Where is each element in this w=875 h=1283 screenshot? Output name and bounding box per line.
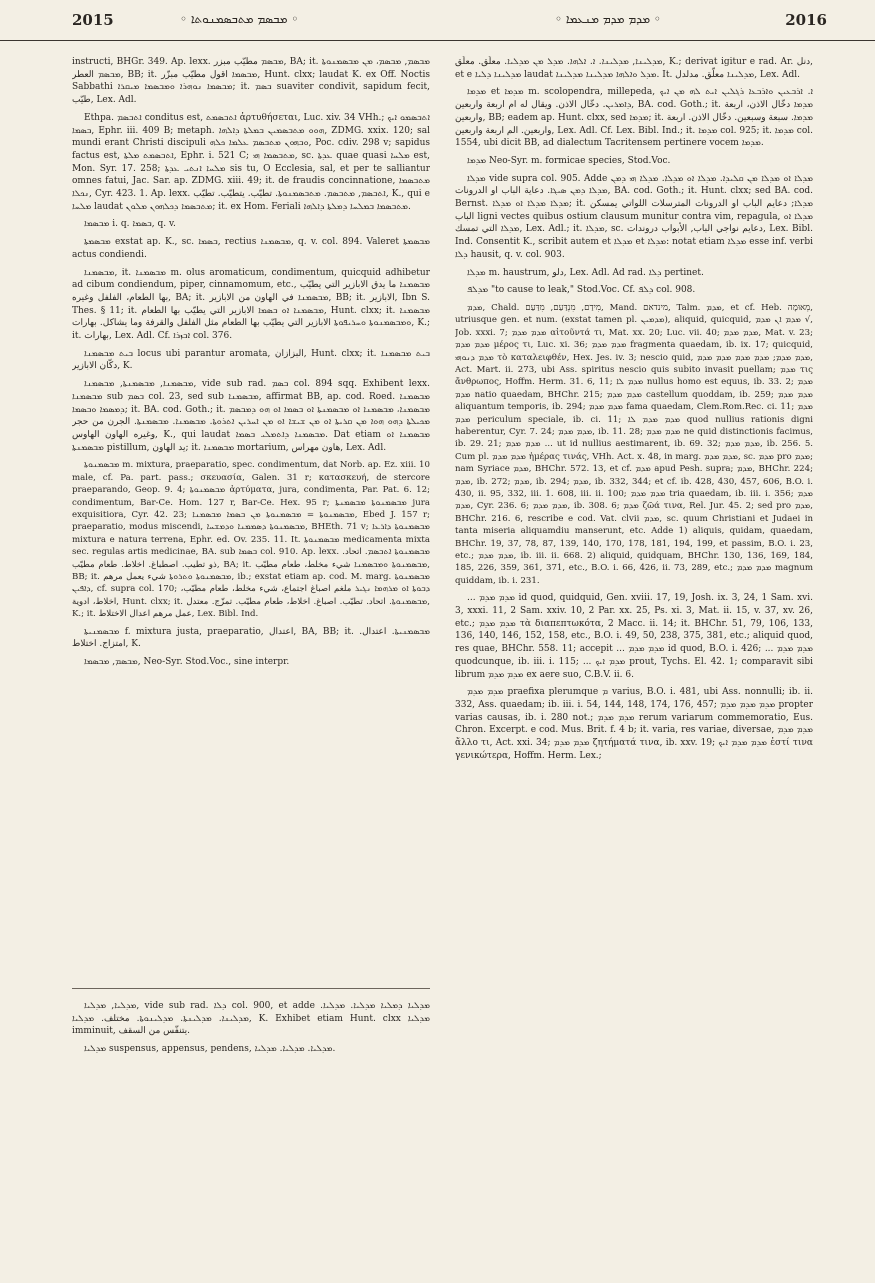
entry: ܡܒܣܡܐ i. q. ܒܣܡܐ, q. v. (84, 219, 176, 230)
section-divider (72, 988, 430, 989)
entry: ܡܒܣܡܬܐ exstat ap. K., sc. ܒܣܡܐ, rectius ܡܒܣܡܢܐ, q. v. col. 894. Valeret ܡܒܣܡܬܐ actus condiendi. (72, 237, 430, 260)
entry: ܒܝܬ ܡܒܣܡܢܐ locus ubi parantur aromata, البزازان, Hunt. clxx; it. ܒܝܬ ܡܒܣܡܢܐ دكّان الابازير, K. (72, 348, 430, 372)
entry: ܡܕܠܐ vide supra col. 905. Adde ܡܕܠܐ ܐܘ ܡܕܠܐ ܡܢ ܩܠܝܕܐ. ܡܕܠܐ ܐܘ ܡܕܠܐ. ܡܕܠܐ ܗܝ ܕܡܢ ܡܕܠܐ ܕܡܢ ܣܝܓܐ. دعاية الباب او الدرونات, BA. cod. Goth.; it. Hunt. clxx; sed BA. cod. Bernst. ܡܕܠܐ ܡܕܠܐ ܐܘ ܡܕܠܐ; it. ܡܕܠܐ; دعايم الباب او الدرونات المترسلات اللواتي يمسكن الباب ligni vectes quibus ostium clausum munitur contra vim, repagula, ܡܕܠܐ ܐܘ ܡܕܠܐ التي تمسك, Lex. Adl.; it. ܡܕܠܐ, sc. دعايم نواجي الباب, الأبواب دروندات, Lex. Bibl. Ind. Consentit K., scribit autem et ܡܕܠܐ et ܡܕܠܐ: notat etiam ܡܕܠܐ esse inf. verbi ܕܠܐ hausit, q. v. col. 903. (455, 173, 813, 260)
entry: ܡܒܣܡܢܝܬܐ f. mixtura justa, praeparatio, اعتدال, BA, BB; it. ܡܒܣܡܢܝܬܐ. اعتدال. امتزاج. اختلاط, K. (72, 626, 430, 650)
left-running-head: ◦ ܡܒܣܡ ܡܬܒܣܡܢܘܬܐ ◦ (180, 12, 299, 26)
entry: ܡܕܡܐ Neo-Syr. m. formicae species, Stod.Voc. (467, 155, 671, 166)
entry: ܡܒܣܡܢܐ, ܡܒܣܡܢܬܐ, ܡܒܣܡܢܐ, vide sub rad. ܒܣܡ col. 894 sqq. Exhibent lexx. ܡܒܣܡܢܐ sub ܒܣܡ col. 23, sed sub ܡܒܣܡܢܐ, affirmat BB, ap. cod. Roed. ܡܒܣܡܢܐ ܕܡܣܡܐ ܘܒܣܡܐ; it. BA. cod. Goth.; it. ܡܒܣܡܢܐ، ܡܒܣܡܢܐ ܐܘ ܡܒܣܡܢܬܐ ܐܘ ܒܣܡܐ ܐܘ ܗܘ ܕܡܒܣܡ ܡܟܝܠܬܐ ܕܗܘ ܗܘܐ ܡܢ ܩܪܝܬܐ ܐܘ ܡܢ ܫܝܫܐ ܐܘ ܡܢ ܐܚܪܝܢ ܐܬܪܘܬܐ. ܡܒܣܡܢܐ. ܡܒܣܡܢܬܐ. الجرن من حجر وغيره الهاون الهاوس, K., qui laudat ܡܒܣܡܢܐ ܕܐܬܡܠܝ ܒܣܡܐ. Dat etiam ܡܒܣܡܢܐ ܐܘ ܡܒܣܡܢܬܐ pistillum, يد الهاون; it. ܡܒܣܡܢܐ mortarium, هاون مهراس, Lex. Adl. (72, 379, 430, 453)
entry: ܡܕܠܝܢܐ, ܡܕܠܝܢܐ. ܐ. ܐܠܗܐ. ܡܕܠ ܡܢ ܡܕܠܝܐ. معلّق. معلّق, K.; derivat igitur e rad. Ar. دنل, et e ܡܕܠܝܢܐ ܕܠܝܐ laudat ܡܕܠ ܘܐܠܗܐ ܡܕܠܝܢܐ ܡܕܠܝܢܐ. It. ܡܕܠܝܢܐ معلّق. مدلدل, Lex. Adl. (455, 57, 813, 80)
entry: ܡܒܣܡܢܘܬܐ m. mixtura, praeparatio, spec. condimentum, dat Norb. ap. Ez. xiii. 10 male, cf. Pa. part. pass.; σκευασία, Galen. 31 r; κατασκευή, de stercore praeparando, Geop. 9. 4; ܡܒܣܡܢܘܬܐ ἀρτύματα, jura, condimenta, Par. Pat. 6. 12; condimentum, Bar-Ce. Hom. 127 r, Bar-Ce. Hex. 95 r; ܡܒܣܡܢܘܬܐ ܡܒܣܡܢܬܐ jura exquisitiora, Cyr. 42. 23; ܡܒܣܡܢܘܬܐ = ܡܒܣܡܢܘܬܐ ܡܢ ܒܣܡܐ ܡܒܣܡܢܐ, Ebed J. 157 r; praeparatio, modus miscendi, ܡܒܣܡܢܘܬܐ ܕܣܡܡܢܐ ܘܕܡܫܚܐ, BHEth. 71 v; ܡܒܣܡܢܘܬܐ ܕܐܪܥܐ mixtura e natura terrena, Ephr. ed. Ov. 235. 11. It. ܡܒܣܡܢܘܬܐ medicamenta mixta sec. regulas artis medicinae, BA. sub ܒܣܡܐ col. 910. Ap. lexx. ܡܒܣܡܢܘܬܐ ܐܬܒܣܡ. اتحاد. ذو تطيب. اصطباغ. اخلاط. طعام مطيّب, BA; it. ܡܒܣܡܢܘܬܐ ܘܡܒܣܡܢܐ شيء مخلط، طعام مطيّب, BB; it. ܡܒܣܡܢܘܬܐ ܘܬܪܘܬܐ شيء يعمل مرهم, ib.; exstat etiam ap. cod. M. marg. ܡܒܣܡܢܘܬܐ ܕܐܦܝܢ, cf. supra col. 170; ܕܒܘܬܐ ܐܘ ܡܪܗܡܐ ܢܓܝܪ ملغم اصباغ اجتماع، شيء مخلط، طعام مطيّب، اخلاط، ادوية, Hunt. clxx; it. ܡܒܣܡܢܘܬܐ. اتحاد. تطيّب. اصباغ. اخلاط، طعام مطيّب. تمزّج. معتدل, K.; it. عمل مرهم اعدال الاختلاط, Lex. Bibl. Ind. (72, 460, 430, 620)
left-column (72, 56, 430, 1256)
entry: ܡܒܣܡ, ܡܒܣܡܐ, Neo-Syr. Stod.Voc., sine interpr. (84, 657, 290, 668)
left-column-lower (72, 1000, 430, 1061)
right-column (455, 56, 813, 1256)
entry: ܡܕܠܦ "to cause to leak," Stod.Voc. Cf. ܕܠܦ col. 908. (467, 285, 696, 296)
right-page-number: 2016 (785, 11, 827, 29)
right-running-head: ◦ ܡܕܡ ܡܕܡ ܡܢܥܡܐ ◦ (555, 12, 661, 26)
entry: ܡܕܠܝܐ suspensus, appensus, pendens, ܡܕܠܝܐ. ܡܕܠܝܐ. ܡܕܠܝܐ. (84, 1044, 336, 1055)
entry: ܡܕܡܐ et ܡܕܡܐ m. scolopendra, millepeda, ܐ. ܐܪܒܥܝܢ ܘܐܪܒܥܐ ܪܓܠܝܢ ܐܝܬ ܠܗ ܡܢ ܐܝܟ ܕܐܡܪܝܢ. دخّال الاذن. ويقال له ام اربعة واربعين, BA. cod. Goth.; it. ܡܕܡܐ دخّال الاذن، اربعة واربعين, BB; eadem ap. Hunt. clxx, sed ܡܕܡܐ; it. ܡܕܡܐ. سبعة وسبعين. دخّال الاذن. اربعة واربعين. الم اربعة واربعين, Lex. Adl. Cf. Lex. Bibl. Ind.; it. ܡܕܡܐ col. 925; it. ܡܕܡܐ col. 1554, ubi dicit BB, ad dialectum Tacritensem pertinere vocem ܡܕܡܐ. (455, 87, 813, 149)
page-header (0, 0, 875, 41)
entry: ܡܕܠܝܐ, ܡܕܠܝܐ, vide sub rad. ܕܠܐ col. 900, et adde ܡܕܠܝܐ ܕܡܠܝܐ ܡܕܠܝܐ. ܡܕܠܝܐ. ܡܕܠܝܢܐ. ܡܕܠܝܢܬܐ. ܡܕܠܝܢܘܬܐ. مختلف. ܡܕܠܝܐ, K. Exhibet etiam Hunt. clxx ܡܕܠܝܐ imminuit, يتنفّس من السقف. (72, 1001, 430, 1037)
entry: ܡܕܡ ܡܕܡ praefixa plerumque ܡ varius, B.O. i. 481, ubi Ass. nonnulli; ib. ii. 332, Ass. quaedam; ib. iii. i. 54, 144, 148, 174, 176, 457; ܡܕܡ ܡܕܡ ܡܕܡ propter varias causas, ib. i. 280 not.; ܡܕܡ ܡܕܡ rerum variarum commemoratio, Eus. Chron. Excerpt. e cod. Mus. Brit. f. 4 b; it. varia, res variae, diversae, ܡܕܡ ܡܕܡ ἄλλο τι, Act. xxi. 34; ܡܕܡ ܡܕܡ ζητήματά τινα, ib. xxv. 19; ܡܕܡ ܡܕܡ ܐܝܟ ἐστί τινα γενικώτερα, Hoffm. Herm. Lex.; (455, 687, 813, 761)
left-page-number: 2015 (72, 11, 114, 29)
entry: ܡܕܡ, Chald. מִידַם, מִנְדַּעַם, מִדַּעַם, Mand. מינדאם, Talm. ܡܕܡ, et cf. Heb. מְאוּמָה, utriusque gen. et num. (exstat tamen pl. ܡܕܡܝܢ), aliquid, quicquid, ܡܕܡ ܐܢ ܡܕܡ √, Job. xxxi. 7; ܡܕܡ ܡܕܡ αἰτοῦντά τι, Mat. xx. 20; Luc. vii. 40; ܡܕܡ ܡܕܡ, Mat. v. 23; ܡܕܡ ܡܕܡ μέρος τι, Luc. xi. 36; ܡܕܡ ܡܕܡ fragmenta quaedam, ib. ix. 17; quicquid, ܡܕܡ ܕܢܘܗܝ τὸ καταλειφθέν, Hex. Jes. iv. 3; nescio quid, ܡܕܡ ܡܕܡ; ܡܕܡ ܡܕܡ ܡܕܡ ܡܕܡ, Act. Mart. ii. 273, ubi Ass. spiritus nescio quis subito invasit puellam; ܡܕܡ τις ἄνθρωπος, Hoffm. Herm. 31. 6, 11; ܡܕܡ ܠܐ nullus homo est equus, ib. 33. 2; ܡܕܡ ܡܕܡ natio quaedam, BHChr. 215; ܡܕܡ ܡܕܡ castellum quoddam, ib. 259; ܡܕܡ ܡܕܡ aliquantum temporis, ib. 294; ܡܕܡ ܡܕܡ fama quaedam, Clem.Rom.Rec. ci. 11; ܡܕܡ ܡܕܡ periculum speciale, ib. ci. 11; ܡܕܡ ܡܕܡ ܠܐ quod nullius rationis digni haberentur, Cyr. 7. 24; ܡܕܡ ܡܕܡ, ib. 11. 28; ܡܕܡ ܡܕܡ ne quid distinctionis facimus, ib. 29. 21; ܡܕܡ ܡܕܡ ... ut id nullius aestimarent, ib. 69. 32; ܡܕܡ ܡܕܡ, ib. 256. 5. Cum pl. ܡܕܡ ܡܕܡ ἡμέρας τινάς, VHh. Act. x. 48, in marg. ܡܕܡ ܡܕܡ, sc. ܡܕܡ pro ܡܕܡ; nam Syriace ܡܕܡ, BHChr. 572. 13, et cf. ܡܕܡ apud Pesh. supra; ܡܕܡ, BHChr. 224; ܡܕܡ, ib. 272; ܡܕܡ, ib. 294; ܡܕܡ, ib. 332, 344; et cf. ib. 428, 430, 457, 606, B.O. i. 430, ii. 95, 332, iii. 1. 608, iii. ii. 100; ܡܕܡ ܡܕܡ tria quaedam, ib. iii. i. 356; ܡܕܡ ܡܕܡ, Cyr. 236. 6; ܡܕܡ ܡܕܡ, ib. 308. 6; ܡܕܡ ζῶά τινα, Rel. Jur. 45. 2; sed pro ܡܕܡ, BHChr. 216. 6, rescribe e cod. Vat. clvii ܡܕܡ, sc. quum Christiani et Judaei in tanta miseria aliquamdiu manserunt, etc. Adde 1) aliquis, quidam, quaedam, BHChr. 19, 37, 78, 87, 139, 140, 170, 178, 181, 194, 199, et passim, B.O. i. 23, etc.; ܡܕܡ ܡܕܡ, ib. iii. ii. 668. 2) aliquid, quidquam, BHChr. 130, 136, 169, 184, 185, 226, 359, 361, 371, etc., B.O. i. 66, 426, ii. 73, 289, etc.; ܡܕܡ ܡܕܡ magnum quiddam, ib. i. 231. (455, 302, 813, 586)
entry: ܡܒܣܡܢܐ, it. ܡܒܣܡܢܐ m. olus aromaticum, condimentum, quicquid adhibetur ad cibum condiendum, piper, cinnamomum, etc., ܡܒܣܡܢܐ ما يدق الابازير التي يطيّب بها الطعام، الفلفل وغيره, BA; it. ܡܒܣܡܢܐ في الهاون من الابازير, BB; it. الابازير, Ibn S. Thes. § 11; it. ܡܒܣܡܢܐ ܐܘ ܒܣܡܐ الابازير التي يطيّب بها الطعام, Hunt. clxx; it. ܡܒܣܡܢܐ ܘܡܒܣܡܢܘܬܐ ܘܚܪܝܦܘܬܐ الابازير التي يطيّب بها الطعام مثل الفلفل والقرفة وما يشاكل. بهارات, K.; it. بهارات, Lex. Adl. Cf. ܐܒܙܪܐ col. 376. (72, 267, 430, 342)
entry: Ethpa. ܐܬܒܣܡ conditus est, ܐܬܒܣܡܬ ἀρτυθήσεται, Luc. xiv. 34 VHh.; ܐܬܒܣܡܘ ܐܝܟ ܒܣܡܐ, Ephr. iii. 409 B; metaph. ܗܘܘ ܡܬܒܣܡܝܢ ܒܡܠܬܐ ܕܐܠܗܐ, ZDMG. xxix. 120; sal mundi erant Christi discipuli ܘܒܗܘܢ ܡܬܒܣܡ ܥܠܡܐ ܟܠܗ, Poc. cdiv. 298 v; sapidus factus est, ܐܬܒܣܡܬ ܡܠܬܐ, Ephr. i. 521 C; ܡܬܒܣܡܐ ܗܝ, sc. ܥܕܬܐ quae quasi ܡܠܚܐ est, Mon. Syr. 17. 258; ܡܠܚܐ ܐܢܬܝ ܥܕܬܐ sis tu, O Ecclesia, sal, et per te salliantur omnes fatui, Jac. Sar. ap. ZDMG. xiii. 49; it. de fraudis concinnatione, ܡܬܒܣܡܐ ܢܟܠܐ, Cyr. 423. 1. Ap. lexx. ܐܬܒܣܡ, ܡܬܒܣܡ. ܡܬܒܣܡܢܘܬܐ. تطيّب. يتطيّب. تطيّب, K., qui e ܡܠܚܐ laudat ܡܬܒܣܡܐ ܕܟܠܗܘܢ ܡܠܘܢ; it. ex Hom. Feriali ܡܬܒܣܡܐ ܒܡܠܚܐ ܕܡܠܬܐ ܕܐܠܗܐ. (72, 112, 430, 212)
entry: ... ܡܕܡ ܡܕܡ id quod, quidquid, Gen. xviii. 17, 19, Josh. ix. 3, 24, 1 Sam. xvi. 3, xxxi. 11, 2 Sam. xxiv. 10, 2 Par. xx. 25, Ps. xi. 3, Mat. ii. 15, v. 37, xv. 26, etc.; ܡܕܡ ܡܕܡ τὰ διαπεπτωκότα, 2 Macc. ii. 14; it. BHChr. 51, 79, 106, 133, 136, 140, 146, 152, 158, etc., B.O. i. 49, 50, 238, 375, 381, etc.; aliquid quod, res quae, BHChr. 558. 11; accepit ... ܡܕܡ ܡܕܡ id quod, B.O. i. 426; ... ܡܕܡ ܡܕܡ quodcunque, ib. iii. i. 115; ... ܡܕܡ ܐܝܟ prout, Tychs. El. 42. 1; comparavit sibi librum ܡܕܡ ܡܕܡ ex aere suo, C.B.V. ii. 6. (455, 593, 813, 680)
entry: ܡܕܠܐ m. haustrum, دلو, Lex. Adl. Ad rad. ܕܠܐ pertinet. (467, 267, 704, 278)
entry: instructi, BHGr. 349. Ap. lexx. ܡܒܣܡ مطيّب مبزر, BA; it. ܡܒܣܡ, ܡܒܣܡ، ܡܢ ܡܒܣܡܢܘܬܐ ܡܒܣܡ العطر, BB; it. ܡܒܣܡܐ اقول مطيّب مبزّر, Hunt. clxx; laudat K. ex Off. Noctis Sabbathi ܡܒܣܡܐ ܢܘܗܪܐ ܘܡܒܣܡܐ ܡܝܩܪܐ; it. ܒܣܡ suaviter condivit, sapidum fecit, طيّب, Lex. Adl. (72, 57, 430, 106)
